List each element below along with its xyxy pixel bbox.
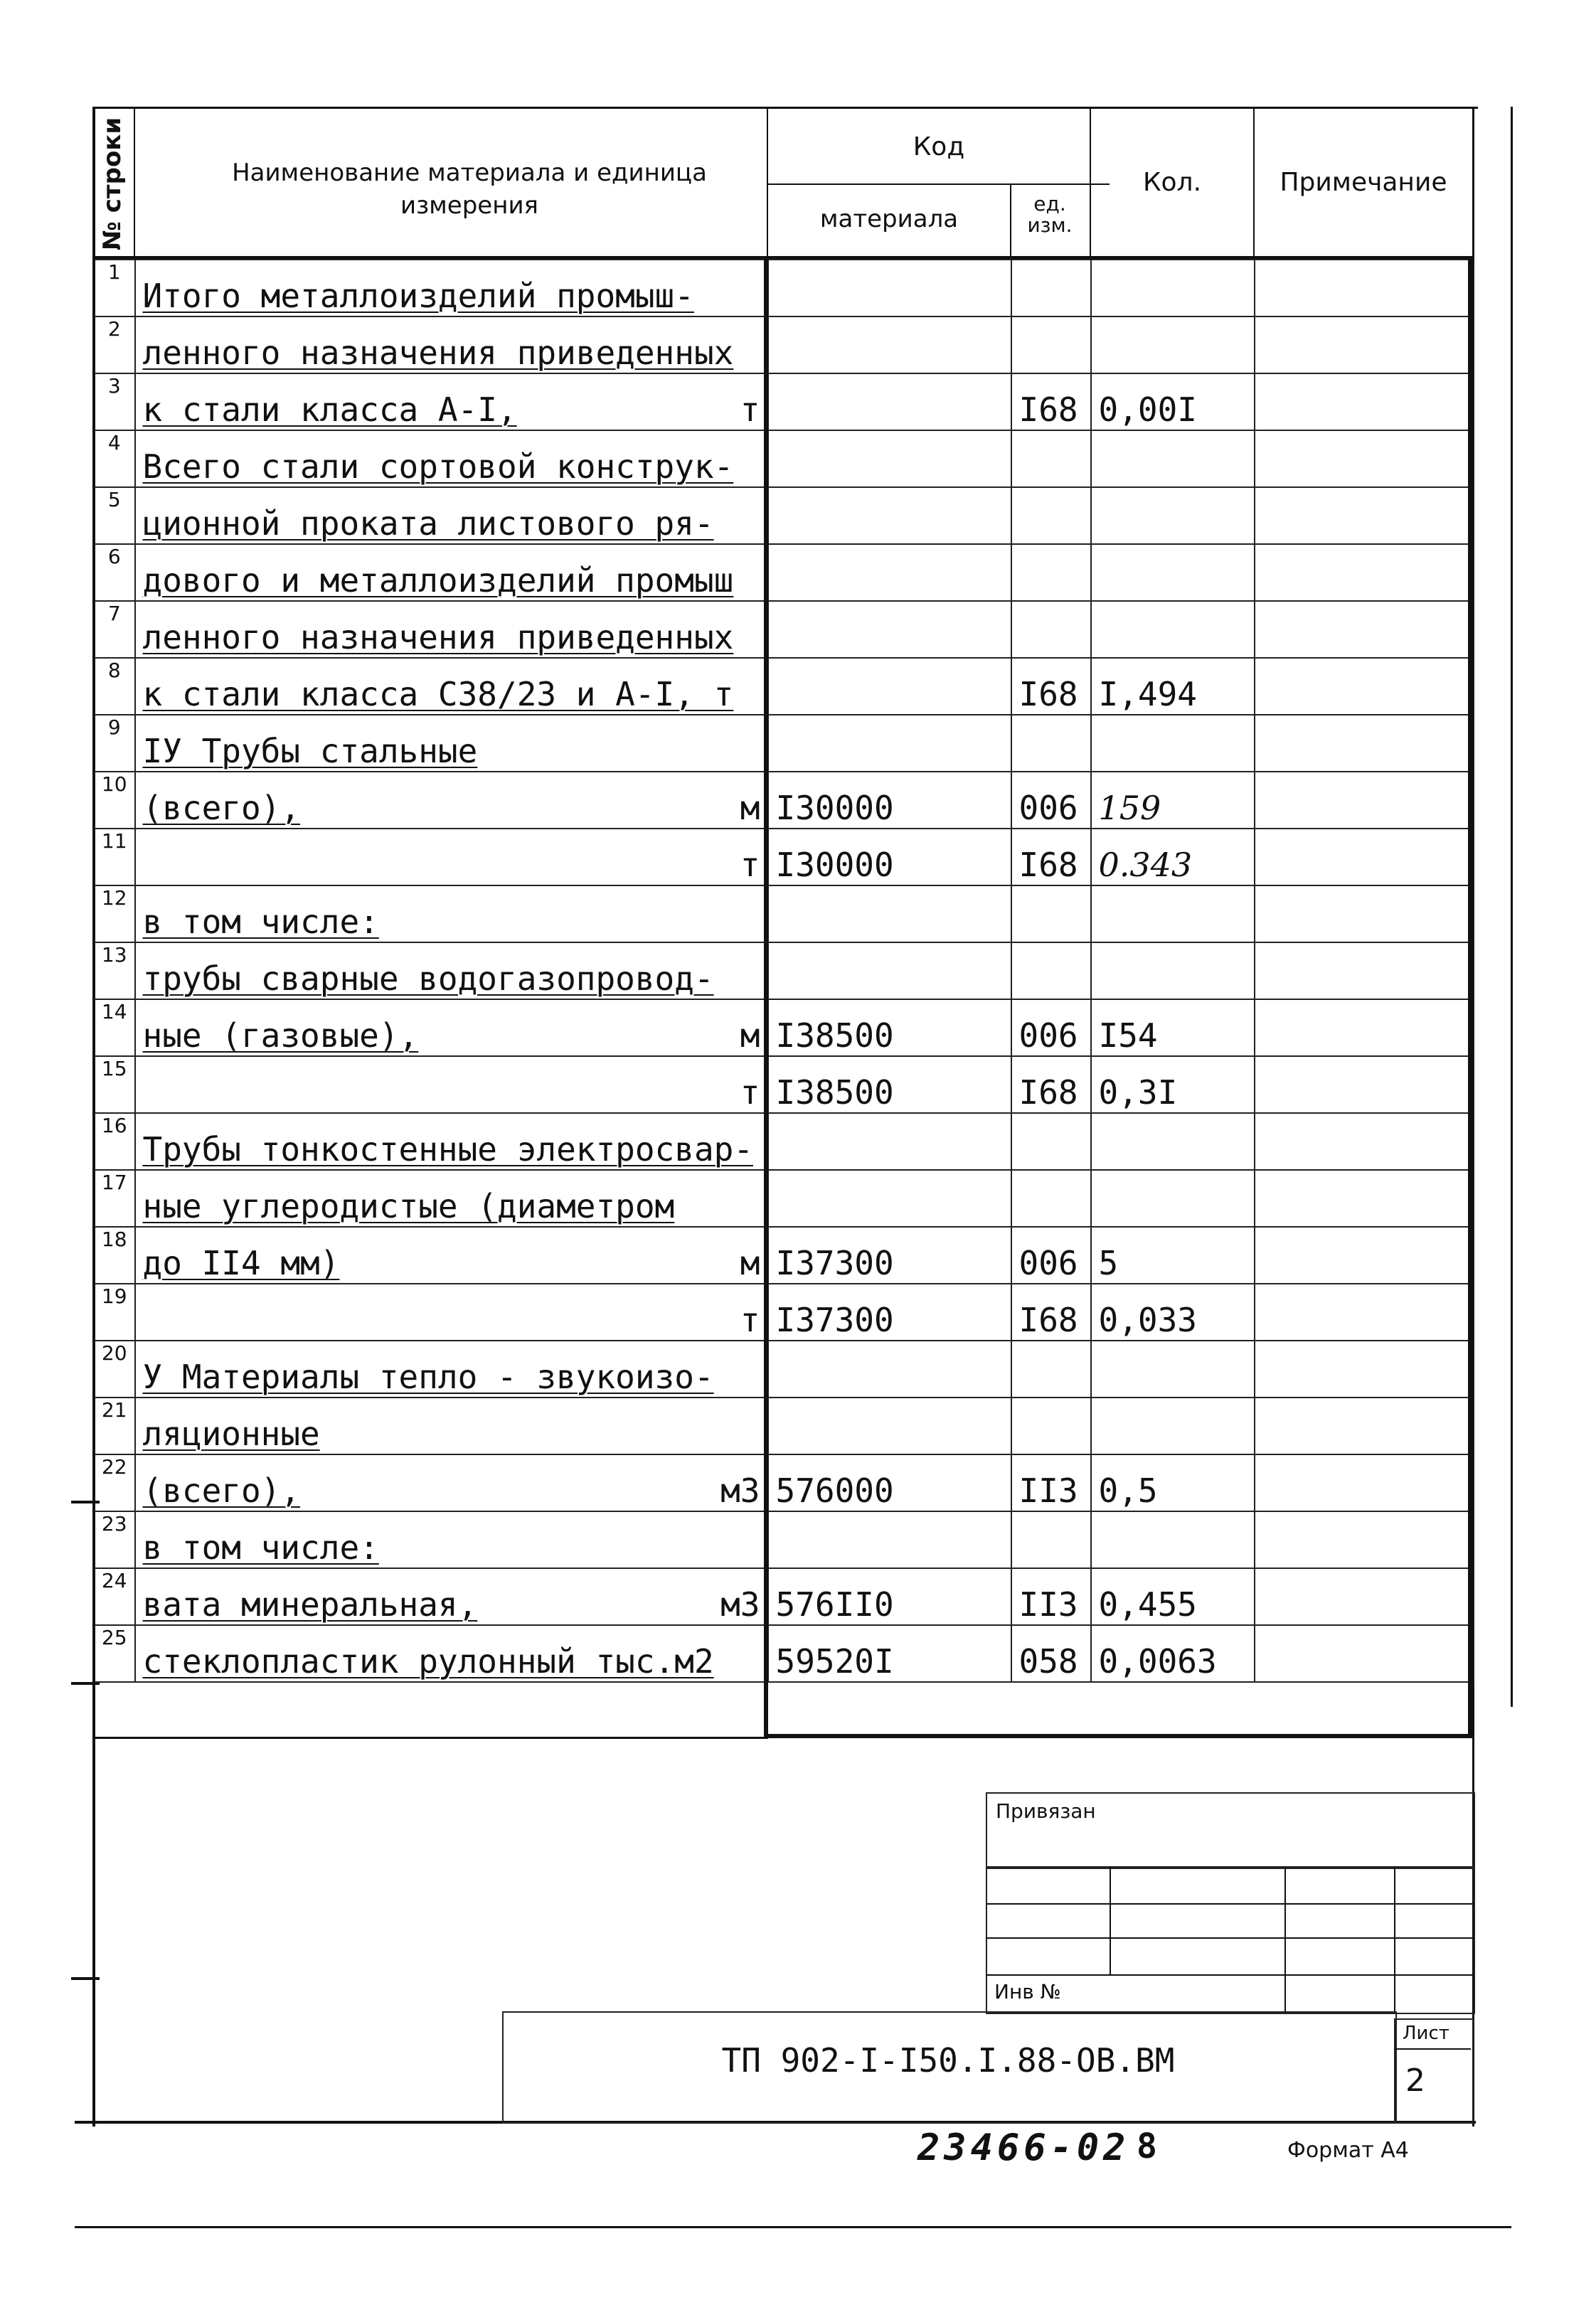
stamp-line <box>1284 1866 1286 2011</box>
material-name-text: до II4 мм) <box>142 1243 340 1282</box>
row-number-text: 24 <box>101 1569 127 1592</box>
stamp-line <box>986 1937 1472 1939</box>
row-number-text: 9 <box>107 715 121 739</box>
material-name-text: Трубы тонкостенные электросвар- <box>142 1129 754 1169</box>
row-number-text: 23 <box>101 1512 127 1535</box>
material-name-cell <box>135 373 768 430</box>
note-cell <box>1255 942 1474 999</box>
unit-text: т <box>740 1072 760 1112</box>
material-name-cell <box>135 430 768 487</box>
material-code-cell <box>768 1227 1011 1284</box>
material-name-text: Итого металлоизделий промыш- <box>142 276 694 315</box>
material-code-cell <box>768 1398 1011 1454</box>
material-code-text: 59520I <box>775 1641 894 1681</box>
table-header <box>92 107 1472 259</box>
unit-text: т <box>740 390 760 429</box>
unit-code-text: I68 <box>1018 1300 1078 1339</box>
unit-code-cell <box>1011 430 1091 487</box>
material-name-cell <box>135 942 768 999</box>
material-name-text: (всего), <box>142 788 301 827</box>
quantity-cell <box>1091 601 1255 658</box>
table-row <box>94 1113 1474 1170</box>
row-number-text: 5 <box>107 488 121 511</box>
row-number-text: 12 <box>101 886 127 910</box>
header-note: Примечание <box>1280 168 1447 197</box>
stamp-sheet-label: Лист <box>1403 2023 1449 2044</box>
row-number-cell <box>94 658 135 715</box>
table-bottom <box>92 1737 768 1739</box>
unit-code-cell <box>1011 1170 1091 1227</box>
material-name-cell <box>135 1170 768 1227</box>
row-number-text: 25 <box>101 1626 127 1649</box>
row-number-cell <box>94 1227 135 1284</box>
note-cell <box>1255 829 1474 885</box>
row-number-cell <box>94 942 135 999</box>
note-cell <box>1255 999 1474 1056</box>
material-name-cell <box>135 316 768 373</box>
note-cell <box>1255 1227 1474 1284</box>
table-row <box>94 999 1474 1056</box>
material-name-text: IУ Трубы стальные <box>142 731 478 770</box>
unit-code-text: II3 <box>1018 1471 1078 1510</box>
quantity-cell <box>1091 544 1255 601</box>
material-code-text: 576II0 <box>775 1585 894 1624</box>
quantity-cell <box>1091 1056 1255 1113</box>
material-name-cell <box>135 1568 768 1625</box>
note-cell <box>1255 1056 1474 1113</box>
quantity-text: 0,0063 <box>1098 1641 1217 1681</box>
note-cell <box>1255 772 1474 829</box>
material-name-cell <box>135 544 768 601</box>
row-number-text: 10 <box>101 772 127 796</box>
quantity-cell <box>1091 829 1255 885</box>
table-row <box>94 658 1474 715</box>
material-name-text: к стали класса А-I, <box>142 390 517 429</box>
table-row <box>94 942 1474 999</box>
material-code-cell <box>768 373 1011 430</box>
material-code-cell <box>768 1056 1011 1113</box>
unit-code-cell <box>1011 885 1091 942</box>
material-name-cell <box>135 601 768 658</box>
unit-text: м3 <box>720 1585 760 1624</box>
material-name-cell <box>135 1113 768 1170</box>
stamp-linked-label: Привязан <box>996 1799 1096 1823</box>
material-code-cell <box>768 1170 1011 1227</box>
header-unit-code: ед. изм. <box>1027 192 1073 237</box>
material-code-cell <box>768 772 1011 829</box>
note-cell <box>1255 715 1474 772</box>
material-code-cell <box>768 430 1011 487</box>
quantity-cell <box>1091 260 1255 316</box>
material-code-text: I38500 <box>775 1016 894 1055</box>
row-number-text: 16 <box>101 1114 127 1137</box>
note-cell <box>1255 544 1474 601</box>
note-cell <box>1255 260 1474 316</box>
unit-code-text: 006 <box>1018 1243 1078 1282</box>
material-name-cell <box>135 1511 768 1568</box>
row-number-text: 8 <box>107 659 121 682</box>
material-code-cell <box>768 658 1011 715</box>
stamp-sheet-number: 2 <box>1405 2062 1425 2099</box>
unit-text: м <box>740 788 760 827</box>
material-name-text: ционной проката листового ря- <box>142 504 714 543</box>
note-cell <box>1255 1113 1474 1170</box>
material-code-text: I38500 <box>775 1072 894 1112</box>
table-row <box>94 1284 1474 1341</box>
material-code-cell <box>768 1284 1011 1341</box>
quantity-cell <box>1091 942 1255 999</box>
note-cell <box>1255 1454 1474 1511</box>
table-row <box>94 885 1474 942</box>
quantity-cell <box>1091 373 1255 430</box>
quantity-cell <box>1091 885 1255 942</box>
row-number-cell <box>94 1113 135 1170</box>
table-row <box>94 1398 1474 1454</box>
unit-code-cell <box>1011 772 1091 829</box>
material-code-cell <box>768 885 1011 942</box>
row-number-text: 21 <box>101 1398 127 1422</box>
row-number-text: 1 <box>107 260 121 284</box>
material-name-cell <box>135 1227 768 1284</box>
note-cell <box>1255 373 1474 430</box>
row-number-cell <box>94 316 135 373</box>
unit-code-cell <box>1011 715 1091 772</box>
quantity-text: 0,3I <box>1098 1072 1178 1112</box>
quantity-text: 5 <box>1098 1243 1119 1282</box>
quantity-text: 0,455 <box>1098 1585 1197 1624</box>
material-code-cell <box>768 829 1011 885</box>
table-row <box>94 829 1474 885</box>
material-code-cell <box>768 942 1011 999</box>
footer-page-number: 8 <box>1137 2127 1157 2166</box>
material-name-cell <box>135 658 768 715</box>
table-border-left-bold <box>764 259 768 1738</box>
material-name-cell <box>135 772 768 829</box>
table-row <box>94 1170 1474 1227</box>
unit-text: м3 <box>720 1471 760 1510</box>
quantity-cell <box>1091 487 1255 544</box>
quantity-text: I54 <box>1098 1016 1158 1055</box>
material-name-text: трубы сварные водогазопровод- <box>142 959 714 998</box>
stamp-inv-label: Инв № <box>994 1980 1061 2003</box>
footer-format: Формат А4 <box>1287 2138 1409 2163</box>
unit-code-cell <box>1011 316 1091 373</box>
table-row <box>94 772 1474 829</box>
row-number-cell <box>94 430 135 487</box>
quantity-cell <box>1091 1227 1255 1284</box>
quantity-cell <box>1091 1625 1255 1682</box>
row-number-text: 7 <box>107 602 121 625</box>
materials-table <box>92 259 1474 1683</box>
row-number-cell <box>94 1398 135 1454</box>
row-number-text: 15 <box>101 1057 127 1080</box>
stamp-line <box>986 1974 1472 1976</box>
stamp-line <box>1110 1866 1111 1974</box>
quantity-cell <box>1091 1170 1255 1227</box>
row-number-cell <box>94 885 135 942</box>
quantity-cell <box>1091 772 1255 829</box>
unit-code-cell <box>1011 1227 1091 1284</box>
material-code-cell <box>768 1341 1011 1398</box>
unit-code-text: I68 <box>1018 390 1078 429</box>
note-cell <box>1255 1625 1474 1682</box>
quantity-cell <box>1091 1568 1255 1625</box>
header-material-code: материала <box>819 205 959 233</box>
note-cell <box>1255 1341 1474 1398</box>
material-name-text: стеклопластик рулонный тыс.м2 <box>142 1641 714 1681</box>
material-code-cell <box>768 1113 1011 1170</box>
unit-code-text: I68 <box>1018 674 1078 713</box>
material-name-cell <box>135 715 768 772</box>
row-number-text: 13 <box>101 943 127 967</box>
material-name-text: ляционные <box>142 1414 320 1453</box>
unit-code-cell <box>1011 1398 1091 1454</box>
unit-code-cell <box>1011 658 1091 715</box>
row-number-text: 11 <box>101 829 127 853</box>
material-name-text: дового и металлоизделий промыш <box>142 560 734 600</box>
row-number-text: 20 <box>101 1341 127 1365</box>
margin-tick <box>71 1977 100 1980</box>
note-cell <box>1255 1398 1474 1454</box>
unit-code-cell <box>1011 1341 1091 1398</box>
unit-code-cell <box>1011 1568 1091 1625</box>
row-number-cell <box>94 1056 135 1113</box>
unit-code-cell <box>1011 487 1091 544</box>
quantity-cell <box>1091 1398 1255 1454</box>
unit-code-cell <box>1011 544 1091 601</box>
row-number-text: 17 <box>101 1171 127 1194</box>
table-row <box>94 1341 1474 1398</box>
quantity-cell <box>1091 658 1255 715</box>
unit-code-cell <box>1011 373 1091 430</box>
row-number-cell <box>94 373 135 430</box>
unit-code-cell <box>1011 1511 1091 1568</box>
material-code-text: I30000 <box>775 845 894 884</box>
unit-code-text: II3 <box>1018 1585 1078 1624</box>
table-row <box>94 260 1474 316</box>
material-code-cell <box>768 260 1011 316</box>
material-name-text: (всего), <box>142 1471 301 1510</box>
material-code-cell <box>768 1454 1011 1511</box>
row-number-cell <box>94 1170 135 1227</box>
table-row <box>94 430 1474 487</box>
table-row <box>94 316 1474 373</box>
quantity-cell <box>1091 999 1255 1056</box>
quantity-text: 0,5 <box>1098 1471 1158 1510</box>
material-name-cell <box>135 1284 768 1341</box>
note-cell <box>1255 487 1474 544</box>
table-row <box>94 487 1474 544</box>
table-row <box>94 544 1474 601</box>
unit-code-cell <box>1011 1625 1091 1682</box>
unit-code-cell <box>1011 1284 1091 1341</box>
note-cell <box>1255 601 1474 658</box>
row-number-text: 2 <box>107 317 121 341</box>
material-code-text: I37300 <box>775 1243 894 1282</box>
material-code-cell <box>768 1511 1011 1568</box>
unit-code-cell <box>1011 829 1091 885</box>
quantity-cell <box>1091 1284 1255 1341</box>
quantity-cell <box>1091 316 1255 373</box>
quantity-text: 159 <box>1098 788 1161 827</box>
row-number-cell <box>94 1454 135 1511</box>
material-code-text: 576000 <box>775 1471 894 1510</box>
unit-code-text: I68 <box>1018 1072 1078 1112</box>
row-number-cell <box>94 999 135 1056</box>
quantity-text: 0,00I <box>1098 390 1197 429</box>
unit-code-text: 006 <box>1018 1016 1078 1055</box>
table-row <box>94 715 1474 772</box>
material-name-text: в том числе: <box>142 1528 379 1567</box>
row-number-cell <box>94 544 135 601</box>
material-name-cell <box>135 1398 768 1454</box>
quantity-text: I,494 <box>1098 674 1197 713</box>
unit-code-cell <box>1011 1056 1091 1113</box>
unit-code-cell <box>1011 942 1091 999</box>
stamp-line <box>986 1903 1472 1905</box>
material-name-cell <box>135 1056 768 1113</box>
material-code-cell <box>768 1568 1011 1625</box>
material-code-cell <box>768 487 1011 544</box>
unit-code-cell <box>1011 1113 1091 1170</box>
material-code-cell <box>768 601 1011 658</box>
row-number-text: 3 <box>107 374 121 398</box>
material-name-text: Всего стали сортовой конструк- <box>142 447 734 486</box>
material-code-text: I30000 <box>775 788 894 827</box>
unit-code-cell <box>1011 1454 1091 1511</box>
row-number-text: 18 <box>101 1228 127 1251</box>
note-cell <box>1255 1568 1474 1625</box>
stamp-line <box>1394 2048 1471 2050</box>
material-code-cell <box>768 999 1011 1056</box>
material-name-cell <box>135 999 768 1056</box>
row-number-cell <box>94 1341 135 1398</box>
table-row <box>94 1568 1474 1625</box>
material-name-cell <box>135 1341 768 1398</box>
material-name-text: У Материалы тепло - звукоизо- <box>142 1357 714 1396</box>
material-code-cell <box>768 1625 1011 1682</box>
stamp-designation: ТП 902-I-I50.I.88-ОВ.ВМ <box>721 2041 1175 2080</box>
material-name-cell <box>135 829 768 885</box>
table-row <box>94 1056 1474 1113</box>
header-material-name: Наименование материала и единица измерения <box>232 159 707 220</box>
frame-right-outer <box>1511 107 1513 1707</box>
unit-text: т <box>740 1300 760 1339</box>
row-number-text: 19 <box>101 1284 127 1308</box>
table-border-bottom-bold <box>764 1734 1474 1738</box>
unit-code-cell <box>1011 999 1091 1056</box>
table-row <box>94 373 1474 430</box>
material-name-cell <box>135 260 768 316</box>
material-code-cell <box>768 316 1011 373</box>
footer-doc-number: 23466-02 <box>917 2127 1130 2169</box>
row-number-cell <box>94 772 135 829</box>
unit-text: м <box>740 1016 760 1055</box>
unit-code-cell <box>1011 601 1091 658</box>
header-row-number: № строки <box>98 117 127 250</box>
material-name-cell <box>135 1454 768 1511</box>
table-row <box>94 1511 1474 1568</box>
row-number-cell <box>94 1568 135 1625</box>
row-number-cell <box>94 715 135 772</box>
material-name-text: ленного назначения приведенных <box>142 333 734 372</box>
note-cell <box>1255 316 1474 373</box>
material-name-text: ные (газовые), <box>142 1016 419 1055</box>
unit-code-text: I68 <box>1018 845 1078 884</box>
row-number-cell <box>94 487 135 544</box>
material-code-text: I37300 <box>775 1300 894 1339</box>
material-name-text: в том числе: <box>142 902 379 941</box>
row-number-cell <box>94 1284 135 1341</box>
quantity-cell <box>1091 430 1255 487</box>
unit-text: т <box>740 845 760 884</box>
quantity-cell <box>1091 1341 1255 1398</box>
bottom-rule <box>75 2226 1511 2228</box>
row-number-cell <box>94 601 135 658</box>
row-number-text: 4 <box>107 431 121 454</box>
stamp-line <box>1394 1866 1395 2011</box>
material-name-text: вата минеральная, <box>142 1585 478 1624</box>
unit-code-text: 006 <box>1018 788 1078 827</box>
quantity-text: 0,033 <box>1098 1300 1197 1339</box>
quantity-cell <box>1091 715 1255 772</box>
quantity-cell <box>1091 1511 1255 1568</box>
quantity-cell <box>1091 1454 1255 1511</box>
material-name-cell <box>135 487 768 544</box>
note-cell <box>1255 658 1474 715</box>
table-row <box>94 601 1474 658</box>
material-code-cell <box>768 544 1011 601</box>
note-cell <box>1255 885 1474 942</box>
table-border-right-bold <box>1468 259 1474 1738</box>
note-cell <box>1255 430 1474 487</box>
quantity-cell <box>1091 1113 1255 1170</box>
header-code: Код <box>913 132 965 161</box>
row-number-text: 14 <box>101 1000 127 1023</box>
row-number-cell <box>94 260 135 316</box>
unit-text: м <box>740 1243 760 1282</box>
row-number-cell <box>94 1625 135 1682</box>
unit-code-text: 058 <box>1018 1641 1078 1681</box>
row-number-text: 6 <box>107 545 121 568</box>
table-row <box>94 1227 1474 1284</box>
table-row <box>94 1454 1474 1511</box>
header-quantity: Кол. <box>1142 168 1202 197</box>
material-name-text: к стали класса С38/23 и А-I, т <box>142 674 734 713</box>
material-code-cell <box>768 715 1011 772</box>
table-row <box>94 1625 1474 1682</box>
material-name-cell <box>135 1625 768 1682</box>
note-cell <box>1255 1284 1474 1341</box>
note-cell <box>1255 1511 1474 1568</box>
note-cell <box>1255 1170 1474 1227</box>
material-name-text: ные углеродистые (диаметром <box>142 1186 675 1225</box>
quantity-text: 0.343 <box>1098 845 1193 884</box>
material-name-text: ленного назначения приведенных <box>142 617 734 656</box>
row-number-text: 22 <box>101 1455 127 1479</box>
row-number-cell <box>94 1511 135 1568</box>
row-number-cell <box>94 829 135 885</box>
unit-code-cell <box>1011 260 1091 316</box>
material-name-cell <box>135 885 768 942</box>
